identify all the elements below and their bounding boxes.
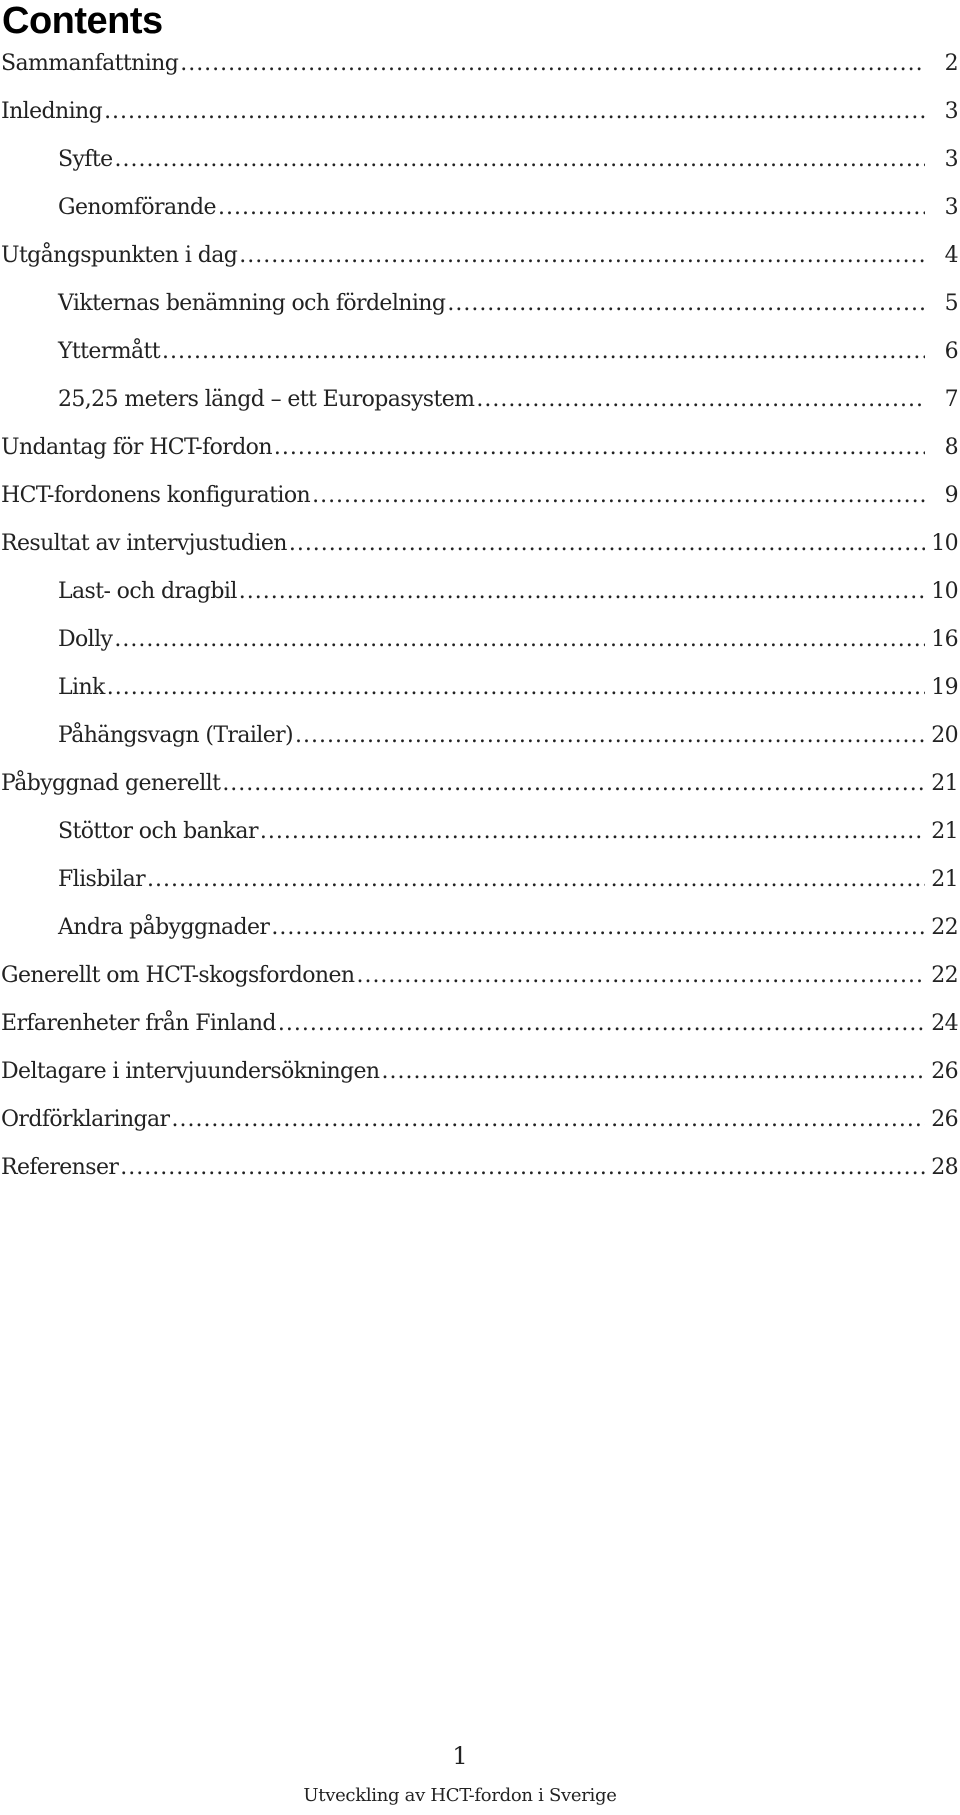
- toc-entry-title: Yttermått: [58, 339, 161, 364]
- toc-entry[interactable]: [0, 328, 960, 376]
- toc-entry-page-number: 20: [931, 723, 958, 748]
- dot-leader: [222, 760, 925, 808]
- toc-entry-title: Stöttor och bankar: [58, 819, 258, 844]
- toc-entry[interactable]: [0, 1096, 960, 1144]
- dot-leader: [476, 376, 925, 424]
- toc-entry-title: Link: [58, 675, 105, 700]
- page-number: 1: [452, 1742, 468, 1770]
- toc-entry[interactable]: [0, 568, 960, 616]
- toc-entry-title: Syfte: [58, 147, 113, 172]
- toc-entry-title: Erfarenheter från Finland: [1, 1011, 276, 1036]
- toc-entry-title: Deltagare i intervjuundersökningen: [1, 1059, 380, 1084]
- toc-entry-title: Ordförklaringar: [1, 1107, 170, 1132]
- toc-entry-page-number: 7: [944, 387, 958, 412]
- dot-leader: [218, 184, 925, 232]
- toc-entry-page-number: 2: [944, 51, 958, 76]
- toc-entry[interactable]: [0, 808, 960, 856]
- toc-entry-page-number: 26: [931, 1059, 958, 1084]
- toc-entry[interactable]: [0, 616, 960, 664]
- toc-entry-page-number: 21: [931, 867, 958, 892]
- toc-entry-page-number: 10: [931, 531, 958, 556]
- toc-entry-page-number: 22: [931, 915, 958, 940]
- toc-entry[interactable]: [0, 1144, 960, 1192]
- toc-entry[interactable]: [0, 856, 960, 904]
- dot-leader: [274, 424, 925, 472]
- dot-leader: [180, 40, 925, 88]
- dot-leader: [312, 472, 925, 520]
- toc-entry-page-number: 9: [944, 483, 958, 508]
- toc-entry-page-number: 8: [944, 435, 958, 460]
- toc-entry[interactable]: [0, 88, 960, 136]
- toc-entry-title: Last- och dragbil: [58, 579, 237, 604]
- toc-entry-title: Flisbilar: [58, 867, 146, 892]
- dot-leader: [260, 808, 925, 856]
- dot-leader: [107, 664, 925, 712]
- toc-heading: Contents: [2, 0, 163, 42]
- dot-leader: [289, 520, 925, 568]
- toc-entry[interactable]: [0, 136, 960, 184]
- toc-entry[interactable]: [0, 712, 960, 760]
- toc-entry-title: Påbyggnad generellt: [1, 771, 221, 796]
- dot-leader: [356, 952, 925, 1000]
- toc-entry-title: Utgångspunkten i dag: [1, 243, 238, 268]
- toc-entry-page-number: 6: [944, 339, 958, 364]
- toc-entry-page-number: 21: [931, 771, 958, 796]
- toc-entry-page-number: 28: [931, 1155, 958, 1180]
- toc-entry-title: Dolly: [58, 627, 113, 652]
- running-footer-title: Utveckling av HCT-fordon i Sverige: [303, 1785, 617, 1806]
- table-of-contents: [0, 40, 960, 1192]
- dot-leader: [271, 904, 925, 952]
- dot-leader: [381, 1048, 925, 1096]
- toc-entry-page-number: 3: [944, 99, 958, 124]
- toc-entry[interactable]: [0, 232, 960, 280]
- toc-entry-page-number: 26: [931, 1107, 958, 1132]
- toc-entry[interactable]: [0, 1000, 960, 1048]
- dot-leader: [295, 712, 925, 760]
- toc-entry-page-number: 21: [931, 819, 958, 844]
- toc-entry[interactable]: [0, 40, 960, 88]
- toc-entry-title: Vikternas benämning och fördelning: [58, 291, 446, 316]
- toc-entry-title: 25,25 meters längd – ett Europasystem: [58, 387, 475, 412]
- toc-entry[interactable]: [0, 376, 960, 424]
- toc-entry[interactable]: [0, 760, 960, 808]
- toc-entry[interactable]: [0, 664, 960, 712]
- toc-entry-title: Undantag för HCT-fordon: [1, 435, 272, 460]
- toc-entry-page-number: 3: [944, 195, 958, 220]
- dot-leader: [115, 136, 925, 184]
- toc-entry[interactable]: [0, 1048, 960, 1096]
- toc-entry[interactable]: [0, 424, 960, 472]
- page-footer: [0, 1740, 960, 1810]
- toc-entry-title: Resultat av intervjustudien: [1, 531, 287, 556]
- toc-entry-page-number: 10: [931, 579, 958, 604]
- toc-entry-title: Referenser: [1, 1155, 119, 1180]
- toc-entry[interactable]: [0, 280, 960, 328]
- toc-entry-title: Genomförande: [58, 195, 216, 220]
- dot-leader: [114, 616, 925, 664]
- toc-entry[interactable]: [0, 520, 960, 568]
- dot-leader: [171, 1096, 925, 1144]
- toc-entry[interactable]: [0, 952, 960, 1000]
- toc-entry-page-number: 22: [931, 963, 958, 988]
- dot-leader: [447, 280, 925, 328]
- toc-entry[interactable]: [0, 184, 960, 232]
- dot-leader: [120, 1144, 925, 1192]
- toc-entry-page-number: 5: [944, 291, 958, 316]
- toc-entry-title: Inledning: [1, 99, 103, 124]
- dot-leader: [162, 328, 925, 376]
- toc-entry-title: Andra påbyggnader: [58, 915, 270, 940]
- dot-leader: [239, 568, 925, 616]
- dot-leader: [147, 856, 925, 904]
- toc-entry-page-number: 4: [944, 243, 958, 268]
- toc-entry-title: Generellt om HCT-skogsfordonen: [1, 963, 355, 988]
- dot-leader: [104, 88, 925, 136]
- dot-leader: [239, 232, 925, 280]
- toc-entry-title: Sammanfattning: [1, 51, 179, 76]
- toc-entry[interactable]: [0, 904, 960, 952]
- toc-entry[interactable]: [0, 472, 960, 520]
- toc-entry-title: Påhängsvagn (Trailer): [58, 723, 294, 748]
- dot-leader: [278, 1000, 925, 1048]
- toc-entry-title: HCT-fordonens konfiguration: [1, 483, 311, 508]
- toc-entry-page-number: 16: [931, 627, 958, 652]
- toc-entry-page-number: 19: [931, 675, 958, 700]
- toc-entry-page-number: 3: [944, 147, 958, 172]
- toc-entry-page-number: 24: [931, 1011, 958, 1036]
